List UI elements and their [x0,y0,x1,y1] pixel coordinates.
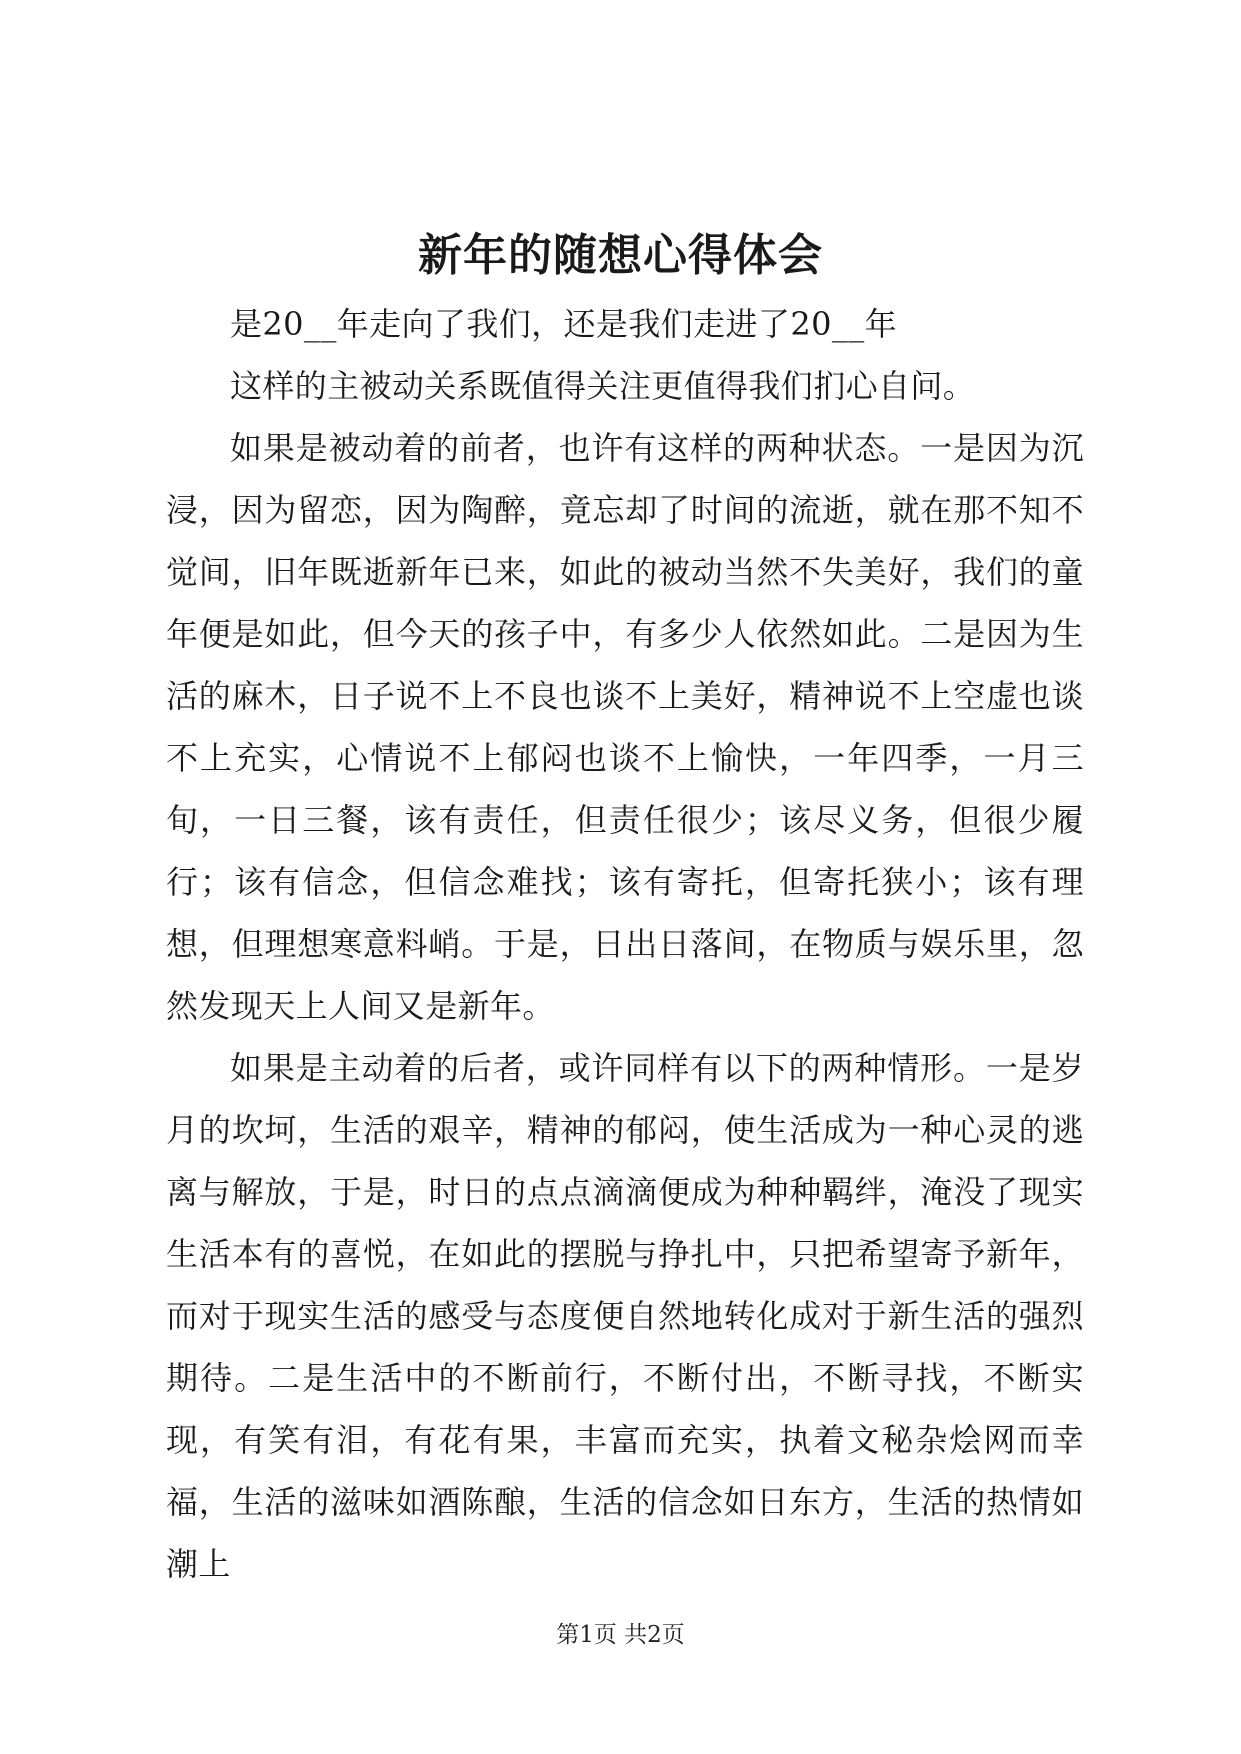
paragraph: 是20__年走向了我们，还是我们走进了20__年 [230,305,898,343]
document-body [166,293,1084,1595]
paragraph: 如果是被动着的前者，也许有这样的两种状态。一是因为沉浸，因为留恋，因为陶醉，竟忘却了时间的流逝，就在那不知不觉间，旧年既逝新年已来，如此的被动当然不失美好，我们的童年便是如此，但今天的孩子中，有多少人依然如此。二是因为生活的麻木，日子说不上不良也谈不上美好，精神说不上空虚也谈不上充实，心情说不上郁闷也谈不上愉快，一年四季，一月三旬，一日三餐，该有责任，但责任很少；该尽义务，但很少履行；该有信念，但信念难找；该有寄托，但寄托狭小；该有理想，但理想寒意料峭。于是，日出日落间，在物质与娱乐里，忽然发现天上人间又是新年。 [166,429,1084,1025]
page-number: 第1页 共2页 [556,1622,685,1648]
page-title: 新年的随想心得体会 [418,230,823,281]
paragraph: 这样的主被动关系既值得关注更值得我们扪心自问。 [230,367,976,405]
paragraph: 如果是主动着的后者，或许同样有以下的两种情形。一是岁月的坎坷，生活的艰辛，精神的郁闷，使生活成为一种心灵的逃离与解放，于是，时日的点点滴滴便成为种种羁绊，淹没了现实生活本有的喜悦，在如此的摆脱与挣扎中，只把希望寄予新年，而对于现实生活的感受与态度便自然地转化成对于新生活的强烈期待。二是生活中的不断前行，不断付出，不断寻找，不断实现，有笑有泪，有花有果，丰富而充实，执着文秘杂烩网而幸福，生活的滋味如酒陈酿，生活的信念如日东方，生活的热情如潮上 [166,1049,1084,1583]
